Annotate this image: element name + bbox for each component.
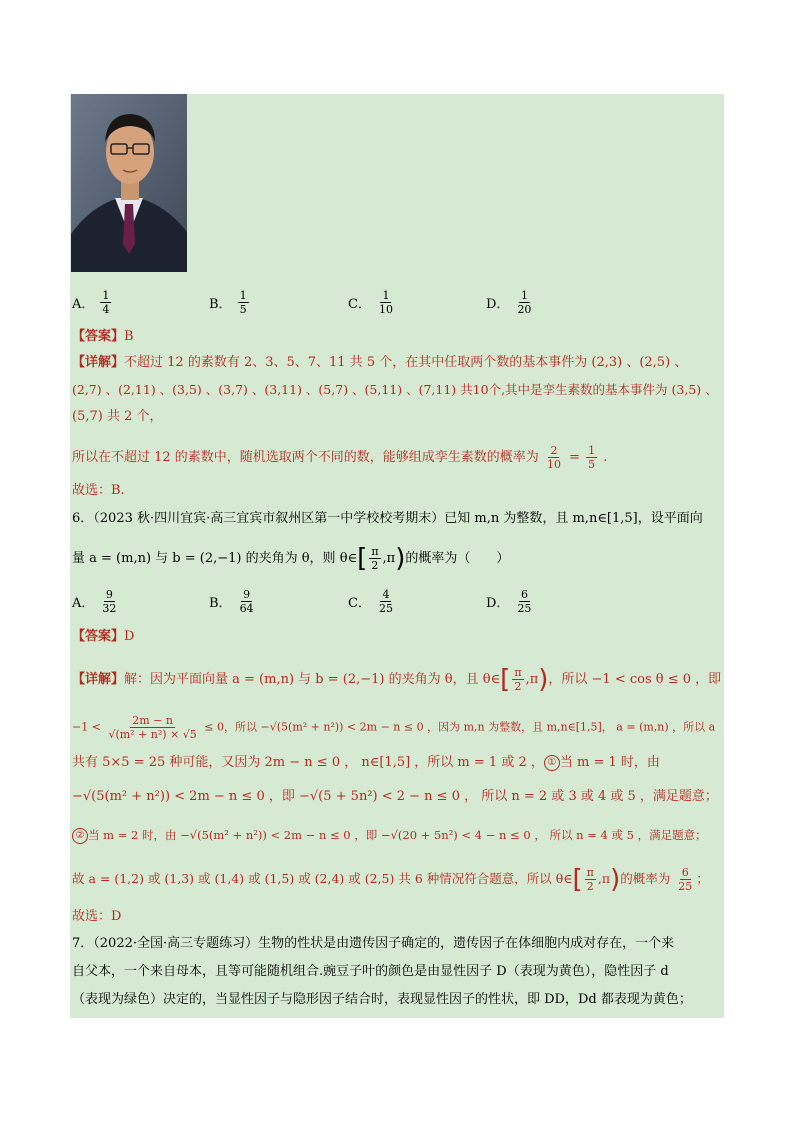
q5-option-b: B． $\frac{1}{5}$ <box>209 289 247 316</box>
q5-detail-line-3: (5,7) 共 2 个， <box>72 409 163 424</box>
q6-detail-line-6: 故 a = (1,2) 或 (1,3) 或 (1,4) 或 (1,5) 或 (2,4) 或 (2,5) 共 6 种情况符合题意，所以 θ∈[ $\frac{\pi}{2}$ ,π)的概率为 $\frac{6}{25}$ ； <box>72 864 709 895</box>
q6-detail-line-1: 【详解】解：因为平面向量 a = (m,n) 与 b = (2,−1) 的夹角为 θ，且 θ∈[ $\frac{\pi}{2}$ ,π)，所以 −1 < cos θ ≤ 0 ，即 <box>72 664 722 695</box>
q6-option-a: A． $\frac{9}{32}$ <box>72 588 117 615</box>
q6-detail-line-4: −√(5(m² + n²)) < 2m − n ≤ 0 ，即 −√(5 + 5n²) < 2 − n ≤ 0 ， 所以 n = 2 或 3 或 4 或 5 ，满足题意； <box>72 789 718 804</box>
q6-stem-line-1: 6．（2023 秋·四川宜宾·高三宜宾市叙州区第一中学校校考期末）已知 m,n 为整数，且 m,n∈[1,5]，设平面向 <box>72 511 703 526</box>
q6-detail-line-2: −1 < $\frac{2m - n}{\text{√(m² + n²) × √5}}$ ≤ 0，所以 −√(5(m² + n²)) < 2m − n ≤ 0 ，因为 m,n 为整数，且 m,n∈[1,5]， a = (m,n) ，所以 a <box>72 714 716 741</box>
q6-detail-line-5: ② 当 m = 2 时，由 −√(5(m² + n²)) < 2m − n ≤ 0 ，即 −√(20 + 5n²) < 4 − n ≤ 0 ， 所以 n = 4 或 5 ，满足题意； <box>72 826 707 844</box>
q6-stem-line-2: 量 a = (m,n) 与 b = (2,−1) 的夹角为 θ，则 θ∈[ $\frac{\pi}{2}$ ,π)的概率为（ ） <box>72 543 510 574</box>
q7-line-2: 自父本，一个来自母本，且等可能随机组合.豌豆子叶的颜色是由显性因子 D（表现为黄色），隐性因子 d <box>72 964 669 979</box>
q6-answer: 【答案】D <box>72 629 135 644</box>
q5-select: 故选：B. <box>72 483 125 498</box>
portrait-photo <box>71 94 187 272</box>
person-portrait-icon <box>71 94 187 272</box>
q7-line-1: 7．（2022·全国·高三专题练习）生物的性状是由遗传因子确定的，遗传因子在体细胞内成对存在，一个来 <box>72 936 675 951</box>
q5-option-c: C． $\frac{1}{10}$ <box>348 289 393 316</box>
q5-detail-line-1: 【详解】不超过 12 的素数有 2、3、5、7、11 共 5 个，在其中任取两个数的基本事件为 (2,3) 、(2,5) 、 <box>72 355 688 370</box>
q7-line-3: （表现为绿色）决定的，当显性因子与隐形因子结合时，表现显性因子的性状，即 DD，Dd 都表现为黄色； <box>72 992 692 1007</box>
q6-detail-line-3: 共有 5×5 = 25 种可能，又因为 2m − n ≤ 0 ， n∈[1,5] ，所以 m = 1 或 2 ， ① 当 m = 1 时，由 <box>72 755 660 770</box>
q6-option-c: C． $\frac{4}{25}$ <box>348 588 393 615</box>
q5-detail-line-4: 所以在不超过 12 的素数中，随机选取两个不同的数，能够组成孪生素数的概率为 $\frac{2}{10}$ = $\frac{1}{5}$ . <box>72 444 608 471</box>
q5-option-a: A． $\frac{1}{4}$ <box>72 289 110 316</box>
q6-option-b: B． $\frac{9}{64}$ <box>209 588 254 615</box>
q6-option-d: D． $\frac{6}{25}$ <box>486 588 532 615</box>
q5-detail-line-2: (2,7) 、(2,11) 、(3,5) 、(3,7) 、(3,11) 、(5,7) 、(5,11) 、(7,11) 共10个,其中是孪生素数的基本事件为 (3,5) 、 <box>72 382 718 397</box>
q5-answer: 【答案】B <box>72 329 134 344</box>
q6-select: 故选：D <box>72 909 122 924</box>
q5-option-d: D． $\frac{1}{20}$ <box>486 289 532 316</box>
